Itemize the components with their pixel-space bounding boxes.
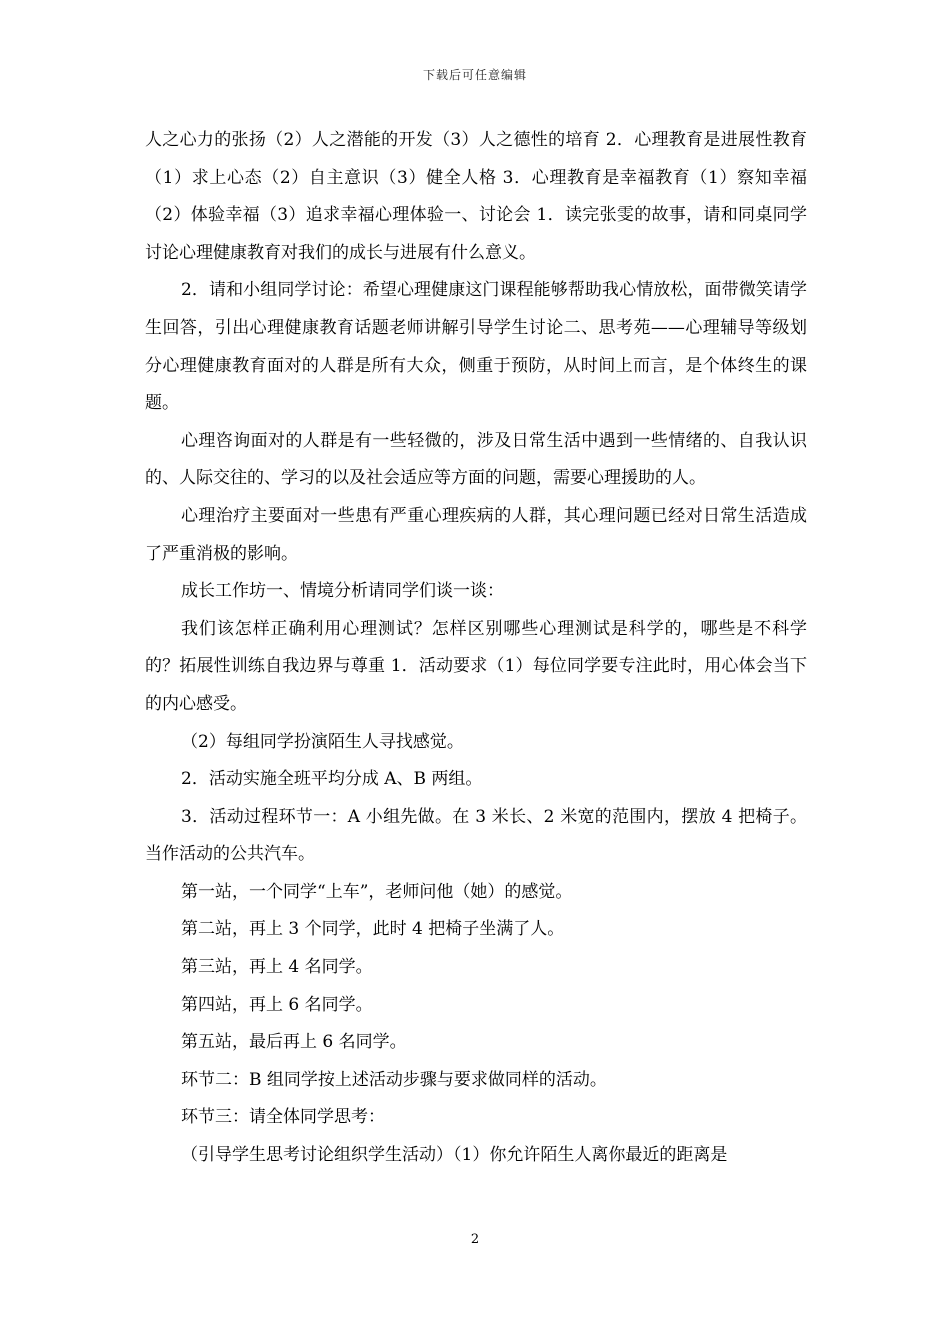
- paragraph: 心理治疗主要面对一些患有严重心理疾病的人群，其心理问题已经对日常生活造成了严重消极的影响。: [145, 505, 807, 564]
- paragraph: 我们该怎样正确利用心理测试？怎样区别哪些心理测试是科学的，哪些是不科学的？拓展性训练自我边界与尊重 1．活动要求（1）每位同学要专注此时，用心体会当下的内心感受。: [145, 618, 807, 714]
- paragraph: 第一站，一个同学“上车”，老师问他（她）的感觉。: [181, 881, 573, 902]
- paragraph: 2．请和小组同学讨论：希望心理健康这门课程能够帮助我心情放松，面带微笑请学生回答，引出心理健康教育话题老师讲解引导学生讨论二、思考苑——心理辅导等级划分心理健康教育面对的人群是所有大众，侧重于预防，从时间上而言，是个体终生的课题。: [145, 280, 807, 414]
- paragraph: 环节二：B 组同学按上述活动步骤与要求做同样的活动。: [181, 1069, 607, 1090]
- paragraph: 成长工作坊一、情境分析请同学们谈一谈：: [181, 581, 504, 602]
- page-header: 下载后可任意编辑: [422, 68, 527, 82]
- paragraph: 环节三：请全体同学思考：: [181, 1107, 385, 1128]
- paragraph: 2．活动实施全班平均分成 A、B 两组。: [181, 769, 483, 790]
- paragraph: 人之心力的张扬（2）人之潜能的开发（3）人之德性的培育 2．心理教育是进展性教育（1）求上心态（2）自主意识（3）健全人格 3．心理教育是幸福教育（1）察知幸福（2）体验幸福（3）追求幸福心理体验一、讨论会 1．读完张雯的故事，请和同桌同学讨论心理健康教育对我们的成长与进展有什么意义。: [145, 130, 807, 263]
- paragraph: （2）每组同学扮演陌生人寻找感觉。: [181, 731, 464, 752]
- paragraph: 第三站，再上 4 名同学。: [181, 957, 373, 978]
- page-number: 2: [470, 1232, 480, 1247]
- paragraph: 心理咨询面对的人群是有一些轻微的，涉及日常生活中遇到一些情绪的、自我认识的、人际交往的、学习的以及社会适应等方面的问题，需要心理援助的人。: [145, 430, 807, 489]
- paragraph: 3．活动过程环节一：A 小组先做。在 3 米长、2 米宽的范围内，摆放 4 把椅子。当作活动的公共汽车。: [145, 806, 807, 865]
- paragraph: 第五站，最后再上 6 名同学。: [181, 1032, 407, 1053]
- paragraph: 第四站，再上 6 名同学。: [181, 994, 373, 1015]
- paragraph: 第二站，再上 3 个同学，此时 4 把椅子坐满了人。: [181, 919, 565, 940]
- document-body: [145, 122, 807, 1175]
- paragraph: （引导学生思考讨论组织学生活动）（1）你允许陌生人离你最近的距离是: [181, 1145, 728, 1166]
